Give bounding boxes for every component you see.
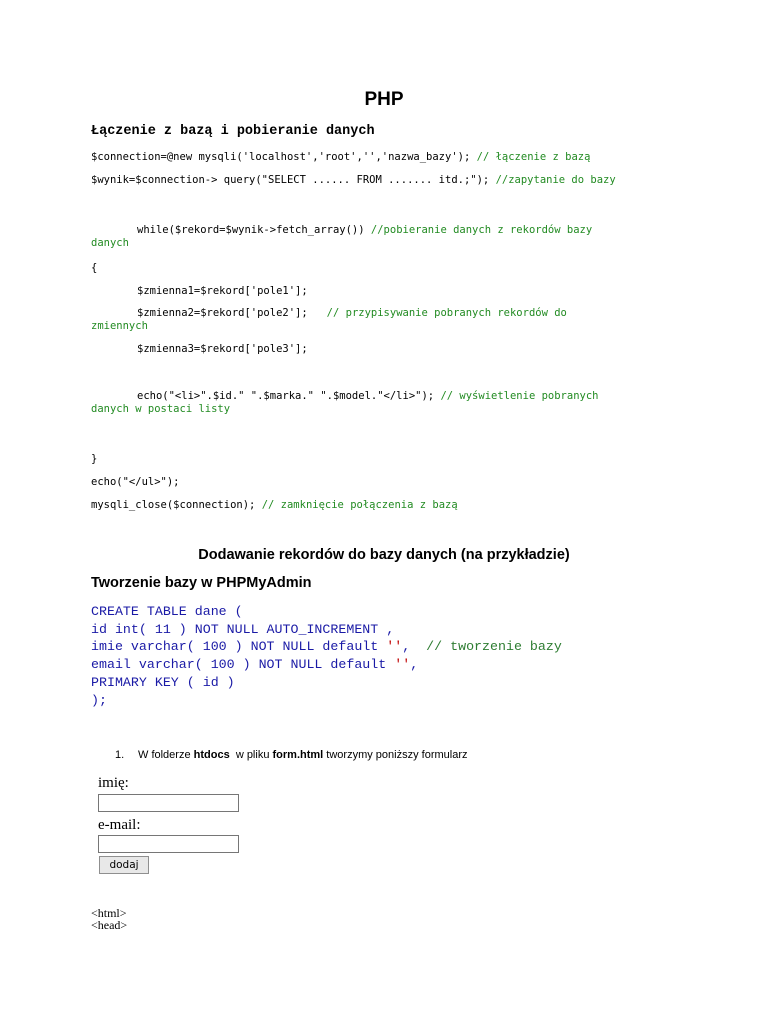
section-heading: Łączenie z bazą i pobieranie danych [91, 124, 375, 139]
step-text-part: form.html [272, 749, 324, 761]
sql-text: imie varchar( 100 ) NOT NULL default [91, 639, 387, 654]
step-text-part: tworzymy poniższy formularz [323, 749, 468, 761]
code-line: $zmienna3=$rekord['pole3']; [137, 343, 308, 355]
sql-line: id int( 11 ) NOT NULL AUTO_INCREMENT , [91, 622, 395, 637]
sql-line [91, 657, 418, 672]
sql-string: '' [386, 639, 403, 654]
code-line [91, 499, 458, 511]
sql-line: PRIMARY KEY ( id ) [91, 675, 235, 690]
sql-text: , [410, 657, 419, 672]
code-line [137, 390, 598, 402]
code-line: $zmienna1=$rekord['pole1']; [137, 285, 308, 297]
sql-text: , [402, 639, 427, 654]
code-line: echo("</ul>"); [91, 476, 180, 488]
code-text: $zmienna2=$rekord['pole2']; [137, 307, 327, 319]
code-text: while($rekord=$wynik->fetch_array()) [137, 224, 371, 236]
code-line [91, 151, 590, 163]
code-text: mysqli_close($connection); [91, 499, 262, 511]
code-text: echo("<li>".$id." ".$marka." ".$model."</li>"); [137, 390, 441, 402]
sql-string: '' [394, 657, 411, 672]
code-text: $connection=@new mysqli('localhost','root','','nazwa_bazy'); [91, 151, 477, 163]
step-text-part: w pliku [229, 749, 273, 761]
code-comment: // przypisywanie pobranych rekordów do [326, 307, 567, 319]
page-title: PHP [364, 89, 404, 110]
email-input[interactable] [98, 835, 239, 853]
submit-button[interactable]: dodaj [99, 856, 149, 874]
code-comment: // wyświetlenie pobranych [440, 390, 599, 402]
code-text: $wynik=$connection-> query("SELECT ...... FROM ....... itd.;"); [91, 174, 496, 186]
code-comment-cont: danych w postaci listy [91, 403, 231, 415]
code-line [91, 174, 616, 186]
sql-text: email varchar( 100 ) NOT NULL default [91, 657, 395, 672]
code-line: { [91, 262, 98, 274]
step-text-part: W folderze [138, 749, 194, 761]
code-line [137, 224, 592, 236]
email-label: e-mail: [98, 817, 141, 833]
code-line: } [91, 453, 98, 465]
section-heading: Dodawanie rekordów do bazy danych (na przykładzie) [198, 547, 570, 563]
html-line: <head> [91, 918, 128, 932]
sql-line: CREATE TABLE dane ( [91, 604, 243, 619]
html-line: <html> [91, 906, 127, 920]
name-label: imię: [98, 775, 129, 791]
step-number: 1. [115, 749, 125, 761]
code-comment: // zamknięcie połączenia z bazą [261, 499, 458, 511]
sql-line [91, 639, 562, 654]
sql-comment: // tworzenie bazy [426, 639, 562, 654]
code-line [137, 307, 567, 319]
code-comment-cont: zmiennych [91, 320, 148, 332]
section-subheading: Tworzenie bazy w PHPMyAdmin [91, 575, 312, 591]
step-text [138, 749, 468, 761]
code-comment: // łączenie z bazą [476, 151, 591, 163]
step-text-part: htdocs [193, 749, 230, 761]
name-input[interactable] [98, 794, 239, 812]
sql-line: ); [91, 693, 107, 708]
code-comment-cont: danych [91, 237, 129, 249]
code-comment: //zapytanie do bazy [495, 174, 616, 186]
code-comment: //pobieranie danych z rekordów bazy [370, 224, 593, 236]
